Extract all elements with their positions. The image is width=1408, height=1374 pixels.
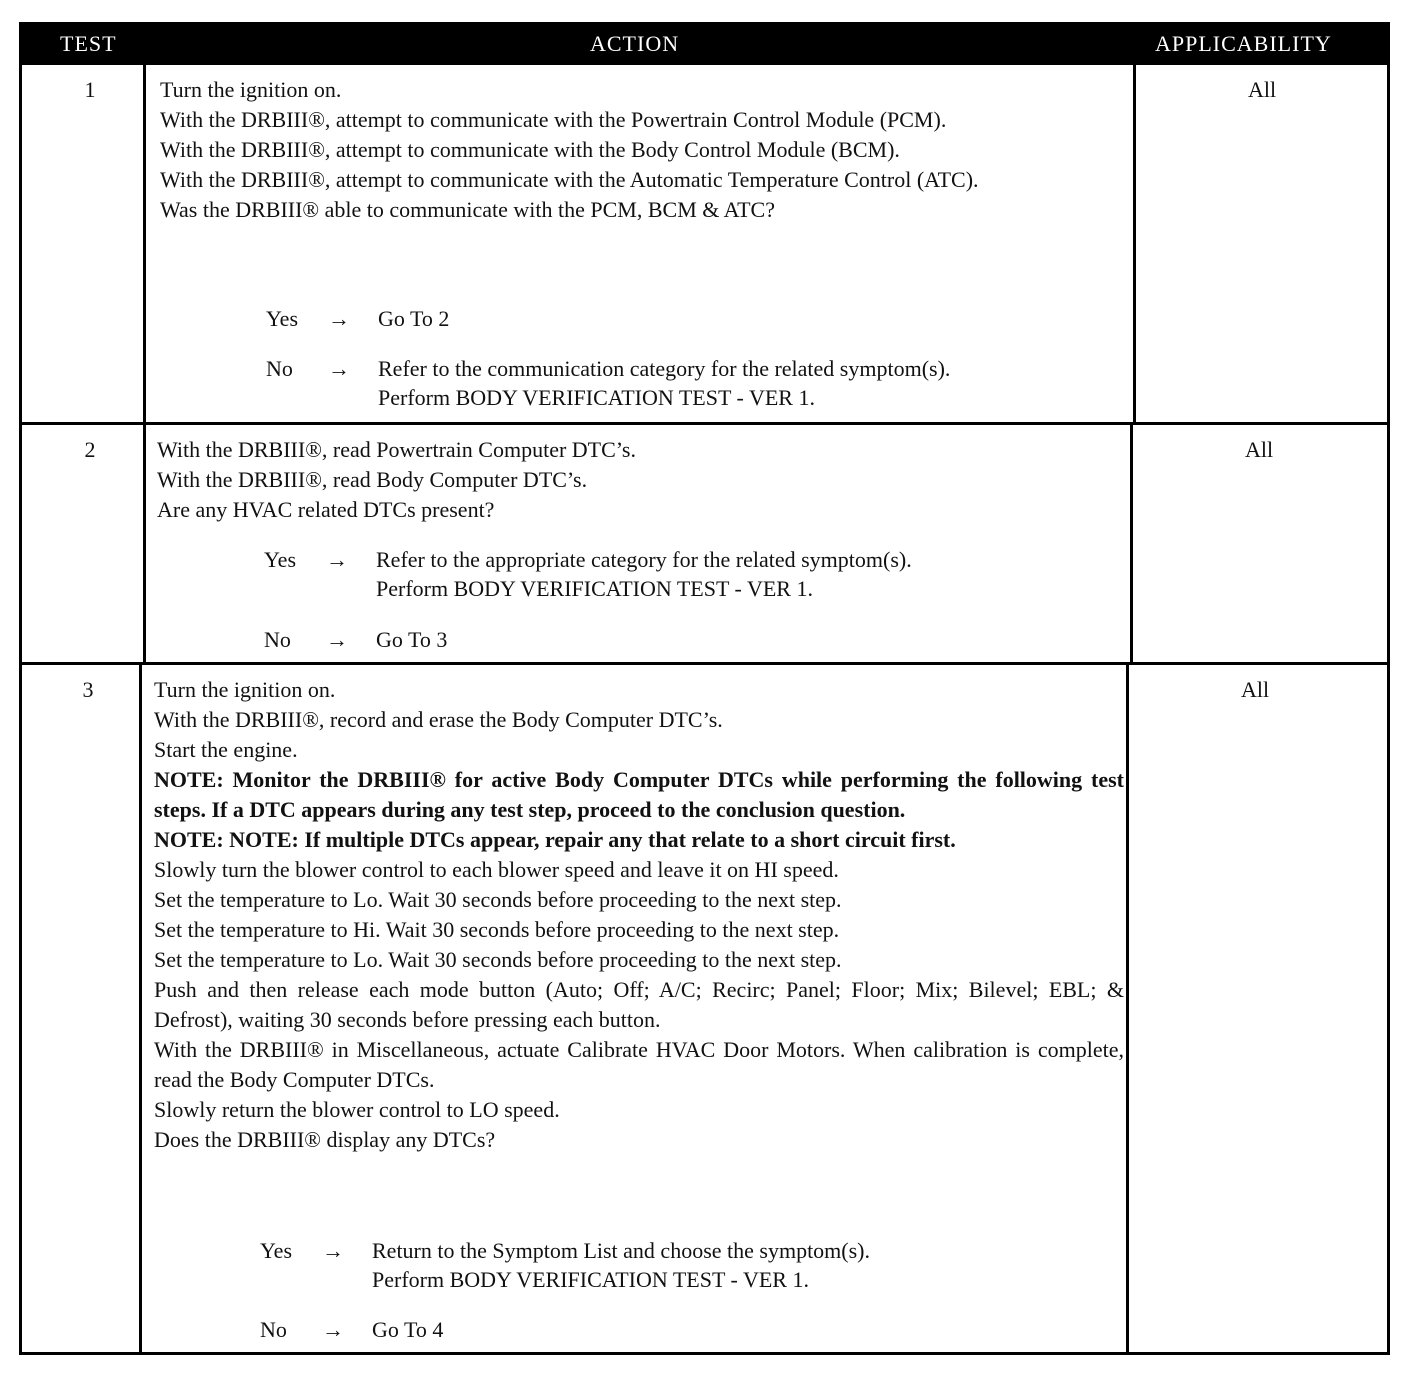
yes-label: Yes (260, 1238, 293, 1263)
no-label: No (260, 1317, 287, 1342)
arrow-icon: → (322, 1317, 344, 1342)
note-line: NOTE: NOTE: If multiple DTCs appear, repair any that relate to a short circuit first. (154, 827, 956, 852)
column-divider (143, 425, 146, 665)
yes-text: Return to the Symptom List and choose the symptom(s). (372, 1238, 871, 1263)
no-answer (266, 354, 1116, 414)
no-text: Perform BODY VERIFICATION TEST - VER 1. (378, 385, 815, 410)
step-line: Slowly return the blower control to LO speed. (154, 1097, 560, 1122)
row-divider (22, 662, 1387, 665)
yes-answer (264, 545, 1114, 605)
no-text: Go To 4 (372, 1317, 444, 1342)
table-header (22, 25, 1387, 65)
test-applicability: All (1240, 677, 1270, 702)
yes-text: Perform BODY VERIFICATION TEST - VER 1. (376, 576, 813, 601)
column-divider (143, 65, 146, 425)
step-line: Does the DRBIII® display any DTCs? (154, 1127, 496, 1152)
yes-text: Refer to the appropriate category for the related symptom(s). (376, 547, 912, 572)
action-line: With the DRBIII®, record and erase the Body Computer DTC’s. (154, 707, 723, 732)
action-line: With the DRBIII®, attempt to communicate with the Body Control Module (BCM). (160, 137, 900, 162)
test-3-action (154, 675, 1124, 1155)
no-answer (260, 1315, 1110, 1345)
arrow-icon: → (326, 547, 348, 572)
row-divider (22, 422, 1387, 425)
no-text: Refer to the communication category for the related symptom(s). (378, 356, 951, 381)
column-divider (1126, 665, 1129, 1355)
action-line: Turn the ignition on. (154, 677, 336, 702)
header-test: TEST (60, 31, 117, 56)
no-label: No (266, 356, 293, 381)
yes-text: Go To 2 (378, 306, 450, 331)
step-line: With the DRBIII® in Miscellaneous, actuate Calibrate HVAC Door Motors. When calibration is complete, read the Body Computer DTCs. (154, 1037, 1124, 1092)
yes-answer (266, 304, 1116, 334)
arrow-icon: → (322, 1238, 344, 1263)
action-line: With the DRBIII®, attempt to communicate with the Powertrain Control Module (PCM). (160, 107, 947, 132)
no-text: Go To 3 (376, 627, 448, 652)
yes-answer (260, 1236, 1110, 1296)
test-number: 3 (82, 677, 94, 702)
no-answer (264, 625, 1114, 655)
step-line: Set the temperature to Lo. Wait 30 seconds before proceeding to the next step. (154, 947, 842, 972)
column-divider (139, 665, 142, 1355)
test-1-action (160, 75, 1130, 225)
test-number: 2 (84, 437, 96, 462)
action-line: Are any HVAC related DTCs present? (157, 497, 495, 522)
header-applicability: APPLICABILITY (1155, 31, 1332, 56)
test-2-action (157, 435, 1122, 525)
arrow-icon: → (326, 627, 348, 652)
yes-label: Yes (264, 547, 297, 572)
action-line: Was the DRBIII® able to communicate with the PCM, BCM & ATC? (160, 197, 775, 222)
test-applicability: All (1244, 437, 1274, 462)
column-divider (1133, 65, 1136, 425)
test-applicability: All (1247, 77, 1277, 102)
note-line: NOTE: Monitor the DRBIII® for active Body Computer DTCs while performing the following test steps. If a DTC appears during any test step, proceed to the conclusion question. (154, 767, 1124, 822)
action-line: Start the engine. (154, 737, 298, 762)
step-line: Push and then release each mode button (Auto; Off; A/C; Recirc; Panel; Floor; Mix; Bilevel; EBL; & Defrost), waiting 30 seconds before pressing each button. (154, 977, 1124, 1032)
header-action: ACTION (590, 31, 680, 56)
no-label: No (264, 627, 291, 652)
action-line: Turn the ignition on. (160, 77, 342, 102)
action-line: With the DRBIII®, read Powertrain Computer DTC’s. (157, 437, 636, 462)
action-line: With the DRBIII®, attempt to communicate with the Automatic Temperature Control (ATC). (160, 167, 979, 192)
action-line: With the DRBIII®, read Body Computer DTC’s. (157, 467, 588, 492)
arrow-icon: → (328, 356, 350, 381)
step-line: Set the temperature to Lo. Wait 30 seconds before proceeding to the next step. (154, 887, 842, 912)
diagnostic-table (19, 22, 1390, 1355)
yes-text: Perform BODY VERIFICATION TEST - VER 1. (372, 1267, 809, 1292)
step-line: Slowly turn the blower control to each blower speed and leave it on HI speed. (154, 857, 839, 882)
yes-label: Yes (266, 306, 299, 331)
test-number: 1 (84, 77, 96, 102)
step-line: Set the temperature to Hi. Wait 30 seconds before proceeding to the next step. (154, 917, 840, 942)
arrow-icon: → (328, 306, 350, 331)
column-divider (1130, 425, 1133, 665)
